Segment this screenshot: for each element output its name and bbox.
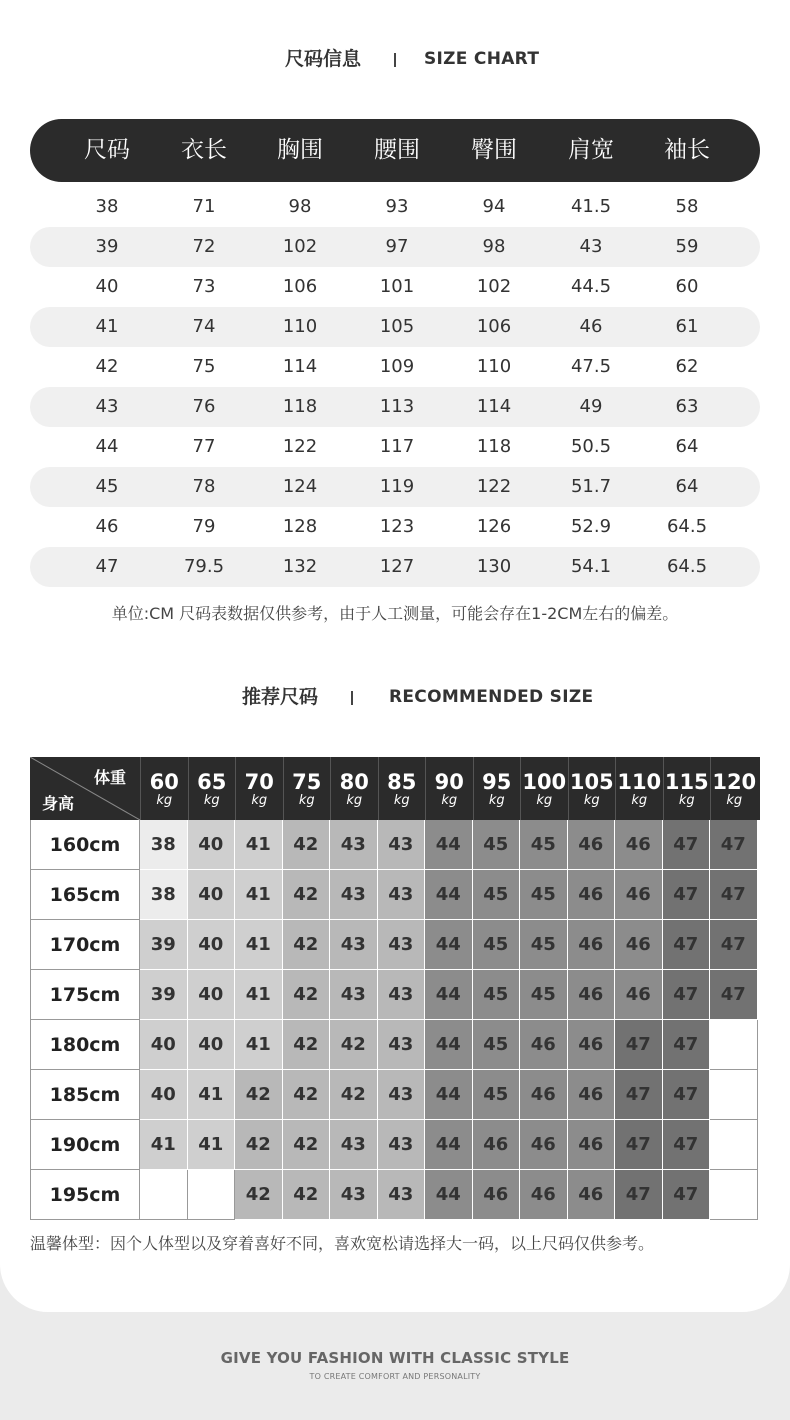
size-chart-cell: 38 — [95, 196, 119, 217]
weight-column-header — [710, 757, 758, 820]
size-chart-cell: 58 — [675, 196, 699, 217]
height-axis-label: 身高 — [42, 794, 75, 813]
size-chart-cell: 126 — [476, 516, 512, 537]
weight-column-header — [140, 757, 188, 820]
fit-tip: 温馨体型：因个人体型以及穿着喜好不同，喜欢宽松请选择大一码，以上尺码仅供参考。 — [30, 1234, 655, 1253]
size-chart-row — [30, 387, 760, 427]
size-cell: 46 — [615, 920, 663, 970]
size-cell: 40 — [188, 870, 236, 920]
footer-slogan: GIVE YOU FASHION WITH CLASSIC STYLE — [220, 1349, 570, 1367]
size-cell: 44 — [425, 970, 473, 1020]
size-chart-cell: 41 — [95, 316, 119, 337]
empty-cell — [710, 1070, 758, 1120]
size-chart-cell: 106 — [476, 316, 512, 337]
size-chart-row — [30, 427, 760, 467]
size-cell: 45 — [473, 820, 521, 870]
col-header-sleeve: 袖长 — [664, 137, 710, 163]
size-chart-row — [30, 547, 760, 587]
size-chart-cell: 128 — [282, 516, 318, 537]
size-chart-cell: 44.5 — [570, 276, 612, 297]
size-chart-note: 单位:CM 尺码表数据仅供参考，由于人工测量，可能会存在1-2CM左右的偏差。 — [111, 604, 679, 623]
size-cell: 46 — [568, 920, 616, 970]
size-chart-cell: 46 — [579, 316, 603, 337]
corner-cell — [30, 757, 140, 820]
size-chart-cell: 75 — [192, 356, 216, 377]
size-cell: 46 — [568, 1070, 616, 1120]
size-chart-row — [30, 347, 760, 387]
size-chart-cell: 114 — [476, 396, 512, 417]
weight-unit: kg — [583, 793, 600, 808]
size-cell: 43 — [378, 1070, 426, 1120]
size-cell: 47 — [663, 1020, 711, 1070]
weight-unit: kg — [393, 793, 410, 808]
size-chart-cell: 62 — [675, 356, 699, 377]
size-cell: 44 — [425, 1070, 473, 1120]
empty-cell — [140, 1170, 188, 1220]
size-cell: 46 — [568, 820, 616, 870]
size-chart-cell: 123 — [379, 516, 415, 537]
footer-sub-slogan: TO CREATE COMFORT AND PERSONALITY — [309, 1372, 481, 1381]
size-cell: 44 — [425, 870, 473, 920]
size-chart-row — [30, 467, 760, 507]
size-chart-cell: 117 — [379, 436, 415, 457]
weight-value: 80 — [339, 770, 369, 794]
weight-value: 105 — [569, 770, 614, 794]
size-chart-cell: 59 — [675, 236, 699, 257]
col-header-shoulder: 肩宽 — [568, 137, 614, 163]
size-chart-cell: 64.5 — [666, 516, 708, 537]
size-chart-row — [30, 227, 760, 267]
size-cell: 40 — [188, 970, 236, 1020]
size-cell: 42 — [235, 1070, 283, 1120]
size-chart-row — [30, 307, 760, 347]
size-cell: 43 — [330, 1170, 378, 1220]
size-cell: 46 — [568, 1170, 616, 1220]
size-cell: 45 — [473, 1020, 521, 1070]
size-cell: 39 — [140, 920, 188, 970]
size-cell: 42 — [330, 1020, 378, 1070]
col-header-size: 尺码 — [84, 137, 130, 163]
size-chart-cell: 130 — [476, 556, 512, 577]
height-row-header: 190cm — [30, 1120, 140, 1170]
weight-column-header — [425, 757, 473, 820]
size-cell: 40 — [140, 1020, 188, 1070]
size-cell: 38 — [140, 870, 188, 920]
size-chart-cell: 41.5 — [570, 196, 612, 217]
size-cell: 47 — [663, 1120, 711, 1170]
recommended-header-row — [30, 757, 760, 820]
size-chart-cell: 110 — [476, 356, 512, 377]
size-chart-cell: 64 — [675, 476, 699, 497]
size-chart-row — [30, 187, 760, 227]
size-cell: 42 — [330, 1070, 378, 1120]
size-chart-cell: 93 — [385, 196, 409, 217]
size-cell: 42 — [235, 1120, 283, 1170]
weight-unit: kg — [298, 793, 315, 808]
size-cell: 46 — [568, 870, 616, 920]
size-cell: 43 — [378, 920, 426, 970]
weight-column-header — [473, 757, 521, 820]
size-chart-cell: 118 — [282, 396, 318, 417]
size-cell: 46 — [615, 970, 663, 1020]
weight-unit: kg — [251, 793, 268, 808]
empty-cell — [188, 1170, 236, 1220]
size-cell: 41 — [235, 920, 283, 970]
size-chart-cell: 54.1 — [570, 556, 612, 577]
size-chart-cell: 122 — [282, 436, 318, 457]
size-chart-cell: 98 — [482, 236, 506, 257]
size-cell: 47 — [710, 820, 758, 870]
size-chart-cell: 110 — [282, 316, 318, 337]
weight-unit: kg — [631, 793, 648, 808]
size-chart-cell: 102 — [476, 276, 512, 297]
size-cell: 39 — [140, 970, 188, 1020]
size-chart-heading — [0, 44, 790, 74]
size-cell: 45 — [520, 820, 568, 870]
size-cell: 47 — [663, 820, 711, 870]
size-cell: 40 — [188, 920, 236, 970]
size-chart-cell: 64 — [675, 436, 699, 457]
heading-divider — [351, 691, 353, 705]
size-chart-cell: 122 — [476, 476, 512, 497]
size-cell: 47 — [615, 1070, 663, 1120]
size-chart-cell: 47.5 — [570, 356, 612, 377]
size-cell: 42 — [283, 920, 331, 970]
weight-unit: kg — [441, 793, 458, 808]
col-header-length: 衣长 — [181, 137, 227, 163]
size-chart-cell: 79.5 — [183, 556, 225, 577]
size-cell: 43 — [330, 820, 378, 870]
size-cell: 43 — [378, 1170, 426, 1220]
size-chart-cell: 46 — [95, 516, 119, 537]
weight-column-header — [378, 757, 426, 820]
size-cell: 41 — [235, 870, 283, 920]
size-chart-cell: 124 — [282, 476, 318, 497]
col-header-chest: 胸围 — [277, 137, 323, 163]
weight-unit: kg — [488, 793, 505, 808]
weight-axis-label: 体重 — [93, 768, 126, 787]
size-chart-cell: 102 — [282, 236, 318, 257]
size-cell: 45 — [520, 870, 568, 920]
size-cell: 40 — [188, 820, 236, 870]
height-row-header: 185cm — [30, 1070, 140, 1120]
weight-unit: kg — [203, 793, 220, 808]
weight-value: 75 — [292, 770, 322, 794]
size-chart-header — [30, 119, 760, 182]
size-cell: 43 — [378, 970, 426, 1020]
size-chart-cell: 39 — [95, 236, 119, 257]
size-chart-cell: 98 — [288, 196, 312, 217]
size-chart-cell: 51.7 — [570, 476, 612, 497]
size-cell: 47 — [663, 970, 711, 1020]
weight-column-header — [520, 757, 568, 820]
size-cell: 42 — [283, 1120, 331, 1170]
recommended-title-cn: 推荐尺码 — [242, 686, 319, 708]
heading-divider — [394, 53, 396, 67]
size-chart-row — [30, 267, 760, 307]
size-cell: 42 — [283, 1170, 331, 1220]
size-cell: 41 — [235, 1020, 283, 1070]
size-cell: 44 — [425, 1120, 473, 1170]
size-cell: 43 — [378, 1120, 426, 1170]
size-chart-cell: 132 — [282, 556, 318, 577]
weight-column-header — [615, 757, 663, 820]
size-cell: 44 — [425, 1020, 473, 1070]
size-cell: 43 — [378, 1020, 426, 1070]
empty-cell — [710, 1170, 758, 1220]
size-cell: 47 — [710, 870, 758, 920]
size-chart-cell: 73 — [192, 276, 216, 297]
size-chart-cell: 47 — [95, 556, 119, 577]
size-chart-cell: 43 — [579, 236, 603, 257]
weight-column-header — [568, 757, 616, 820]
size-chart-cell: 118 — [476, 436, 512, 457]
size-chart-cell: 113 — [379, 396, 415, 417]
size-cell: 42 — [283, 1070, 331, 1120]
size-cell: 47 — [663, 1170, 711, 1220]
size-chart-cell: 106 — [282, 276, 318, 297]
height-row-header: 160cm — [30, 820, 140, 870]
size-cell: 40 — [188, 1020, 236, 1070]
weight-column-header — [663, 757, 711, 820]
recommended-size-table — [30, 757, 760, 1220]
size-chart-cell: 72 — [192, 236, 216, 257]
size-chart-cell: 127 — [379, 556, 415, 577]
size-cell: 47 — [710, 970, 758, 1020]
weight-column-header — [330, 757, 378, 820]
size-cell: 43 — [330, 870, 378, 920]
size-cell: 42 — [283, 1020, 331, 1070]
size-cell: 45 — [473, 1070, 521, 1120]
size-cell: 43 — [378, 820, 426, 870]
weight-value: 110 — [617, 770, 662, 794]
size-chart-cell: 74 — [192, 316, 216, 337]
weight-value: 90 — [434, 770, 464, 794]
size-chart-cell: 77 — [192, 436, 216, 457]
weight-value: 85 — [387, 770, 417, 794]
height-row-header: 195cm — [30, 1170, 140, 1220]
weight-column-header — [235, 757, 283, 820]
size-chart-cell: 61 — [675, 316, 699, 337]
size-cell: 42 — [283, 820, 331, 870]
size-chart-cell: 40 — [95, 276, 119, 297]
size-cell: 46 — [568, 1020, 616, 1070]
weight-column-header — [283, 757, 331, 820]
col-header-waist: 腰围 — [374, 137, 420, 163]
size-cell: 47 — [663, 870, 711, 920]
size-cell: 42 — [283, 870, 331, 920]
recommended-heading — [0, 682, 790, 712]
weight-unit: kg — [536, 793, 553, 808]
size-chart-title-en: SIZE CHART — [424, 49, 540, 69]
size-cell: 46 — [473, 1170, 521, 1220]
size-cell: 42 — [283, 970, 331, 1020]
weight-value: 65 — [197, 770, 227, 794]
size-cell: 38 — [140, 820, 188, 870]
weight-unit: kg — [726, 793, 743, 808]
size-cell: 46 — [568, 1120, 616, 1170]
recommended-title-en: RECOMMENDED SIZE — [389, 687, 594, 707]
size-cell: 46 — [520, 1020, 568, 1070]
size-cell: 45 — [520, 920, 568, 970]
size-chart-cell: 119 — [379, 476, 415, 497]
weight-unit: kg — [678, 793, 695, 808]
size-chart-cell: 44 — [95, 436, 119, 457]
size-chart-cell: 94 — [482, 196, 506, 217]
size-cell: 45 — [473, 870, 521, 920]
size-chart-cell: 101 — [379, 276, 415, 297]
size-cell: 45 — [520, 970, 568, 1020]
size-chart-cell: 64.5 — [666, 556, 708, 577]
size-cell: 42 — [235, 1170, 283, 1220]
size-cell: 40 — [140, 1070, 188, 1120]
size-chart-cell: 63 — [675, 396, 699, 417]
size-cell: 47 — [615, 1170, 663, 1220]
size-cell: 45 — [473, 970, 521, 1020]
size-chart-cell: 76 — [192, 396, 216, 417]
size-cell: 47 — [710, 920, 758, 970]
size-chart-cell: 52.9 — [570, 516, 612, 537]
size-cell: 43 — [330, 920, 378, 970]
size-cell: 44 — [425, 1170, 473, 1220]
size-chart-cell: 105 — [379, 316, 415, 337]
size-chart-cell: 97 — [385, 236, 409, 257]
size-cell: 41 — [188, 1070, 236, 1120]
size-cell: 43 — [330, 1120, 378, 1170]
height-row-header: 175cm — [30, 970, 140, 1020]
size-cell: 43 — [378, 870, 426, 920]
size-chart-cell: 42 — [95, 356, 119, 377]
size-cell: 47 — [663, 1070, 711, 1120]
size-cell: 46 — [520, 1170, 568, 1220]
size-cell: 43 — [330, 970, 378, 1020]
size-cell: 44 — [425, 820, 473, 870]
col-header-hip: 臀围 — [471, 137, 517, 163]
weight-value: 70 — [244, 770, 274, 794]
weight-value: 95 — [482, 770, 512, 794]
size-cell: 46 — [473, 1120, 521, 1170]
size-chart-cell: 79 — [192, 516, 216, 537]
size-cell: 47 — [663, 920, 711, 970]
weight-unit: kg — [346, 793, 363, 808]
size-chart-cell: 71 — [192, 196, 216, 217]
weight-unit: kg — [156, 793, 173, 808]
size-cell: 41 — [235, 970, 283, 1020]
weight-value: 60 — [149, 770, 179, 794]
weight-value: 115 — [664, 770, 709, 794]
weight-value: 100 — [522, 770, 567, 794]
empty-cell — [710, 1120, 758, 1170]
size-cell: 41 — [188, 1120, 236, 1170]
size-chart-title-cn: 尺码信息 — [285, 48, 362, 70]
size-cell: 46 — [615, 870, 663, 920]
size-cell: 46 — [520, 1070, 568, 1120]
height-row-header: 180cm — [30, 1020, 140, 1070]
size-cell: 41 — [140, 1120, 188, 1170]
height-row-header: 165cm — [30, 870, 140, 920]
size-chart-cell: 49 — [579, 396, 603, 417]
size-cell: 47 — [615, 1020, 663, 1070]
weight-value: 120 — [712, 770, 757, 794]
size-cell: 41 — [235, 820, 283, 870]
size-cell: 45 — [473, 920, 521, 970]
size-cell: 46 — [615, 820, 663, 870]
size-chart-cell: 109 — [379, 356, 415, 377]
size-cell: 44 — [425, 920, 473, 970]
size-chart-cell: 50.5 — [570, 436, 612, 457]
size-cell: 46 — [568, 970, 616, 1020]
weight-column-header — [188, 757, 236, 820]
size-chart-cell: 114 — [282, 356, 318, 377]
size-chart-cell: 60 — [675, 276, 699, 297]
size-chart-cell: 45 — [95, 476, 119, 497]
height-row-header: 170cm — [30, 920, 140, 970]
size-cell: 46 — [520, 1120, 568, 1170]
size-chart-row — [30, 507, 760, 547]
empty-cell — [710, 1020, 758, 1070]
size-cell: 47 — [615, 1120, 663, 1170]
size-chart-cell: 78 — [192, 476, 216, 497]
size-chart-cell: 43 — [95, 396, 119, 417]
